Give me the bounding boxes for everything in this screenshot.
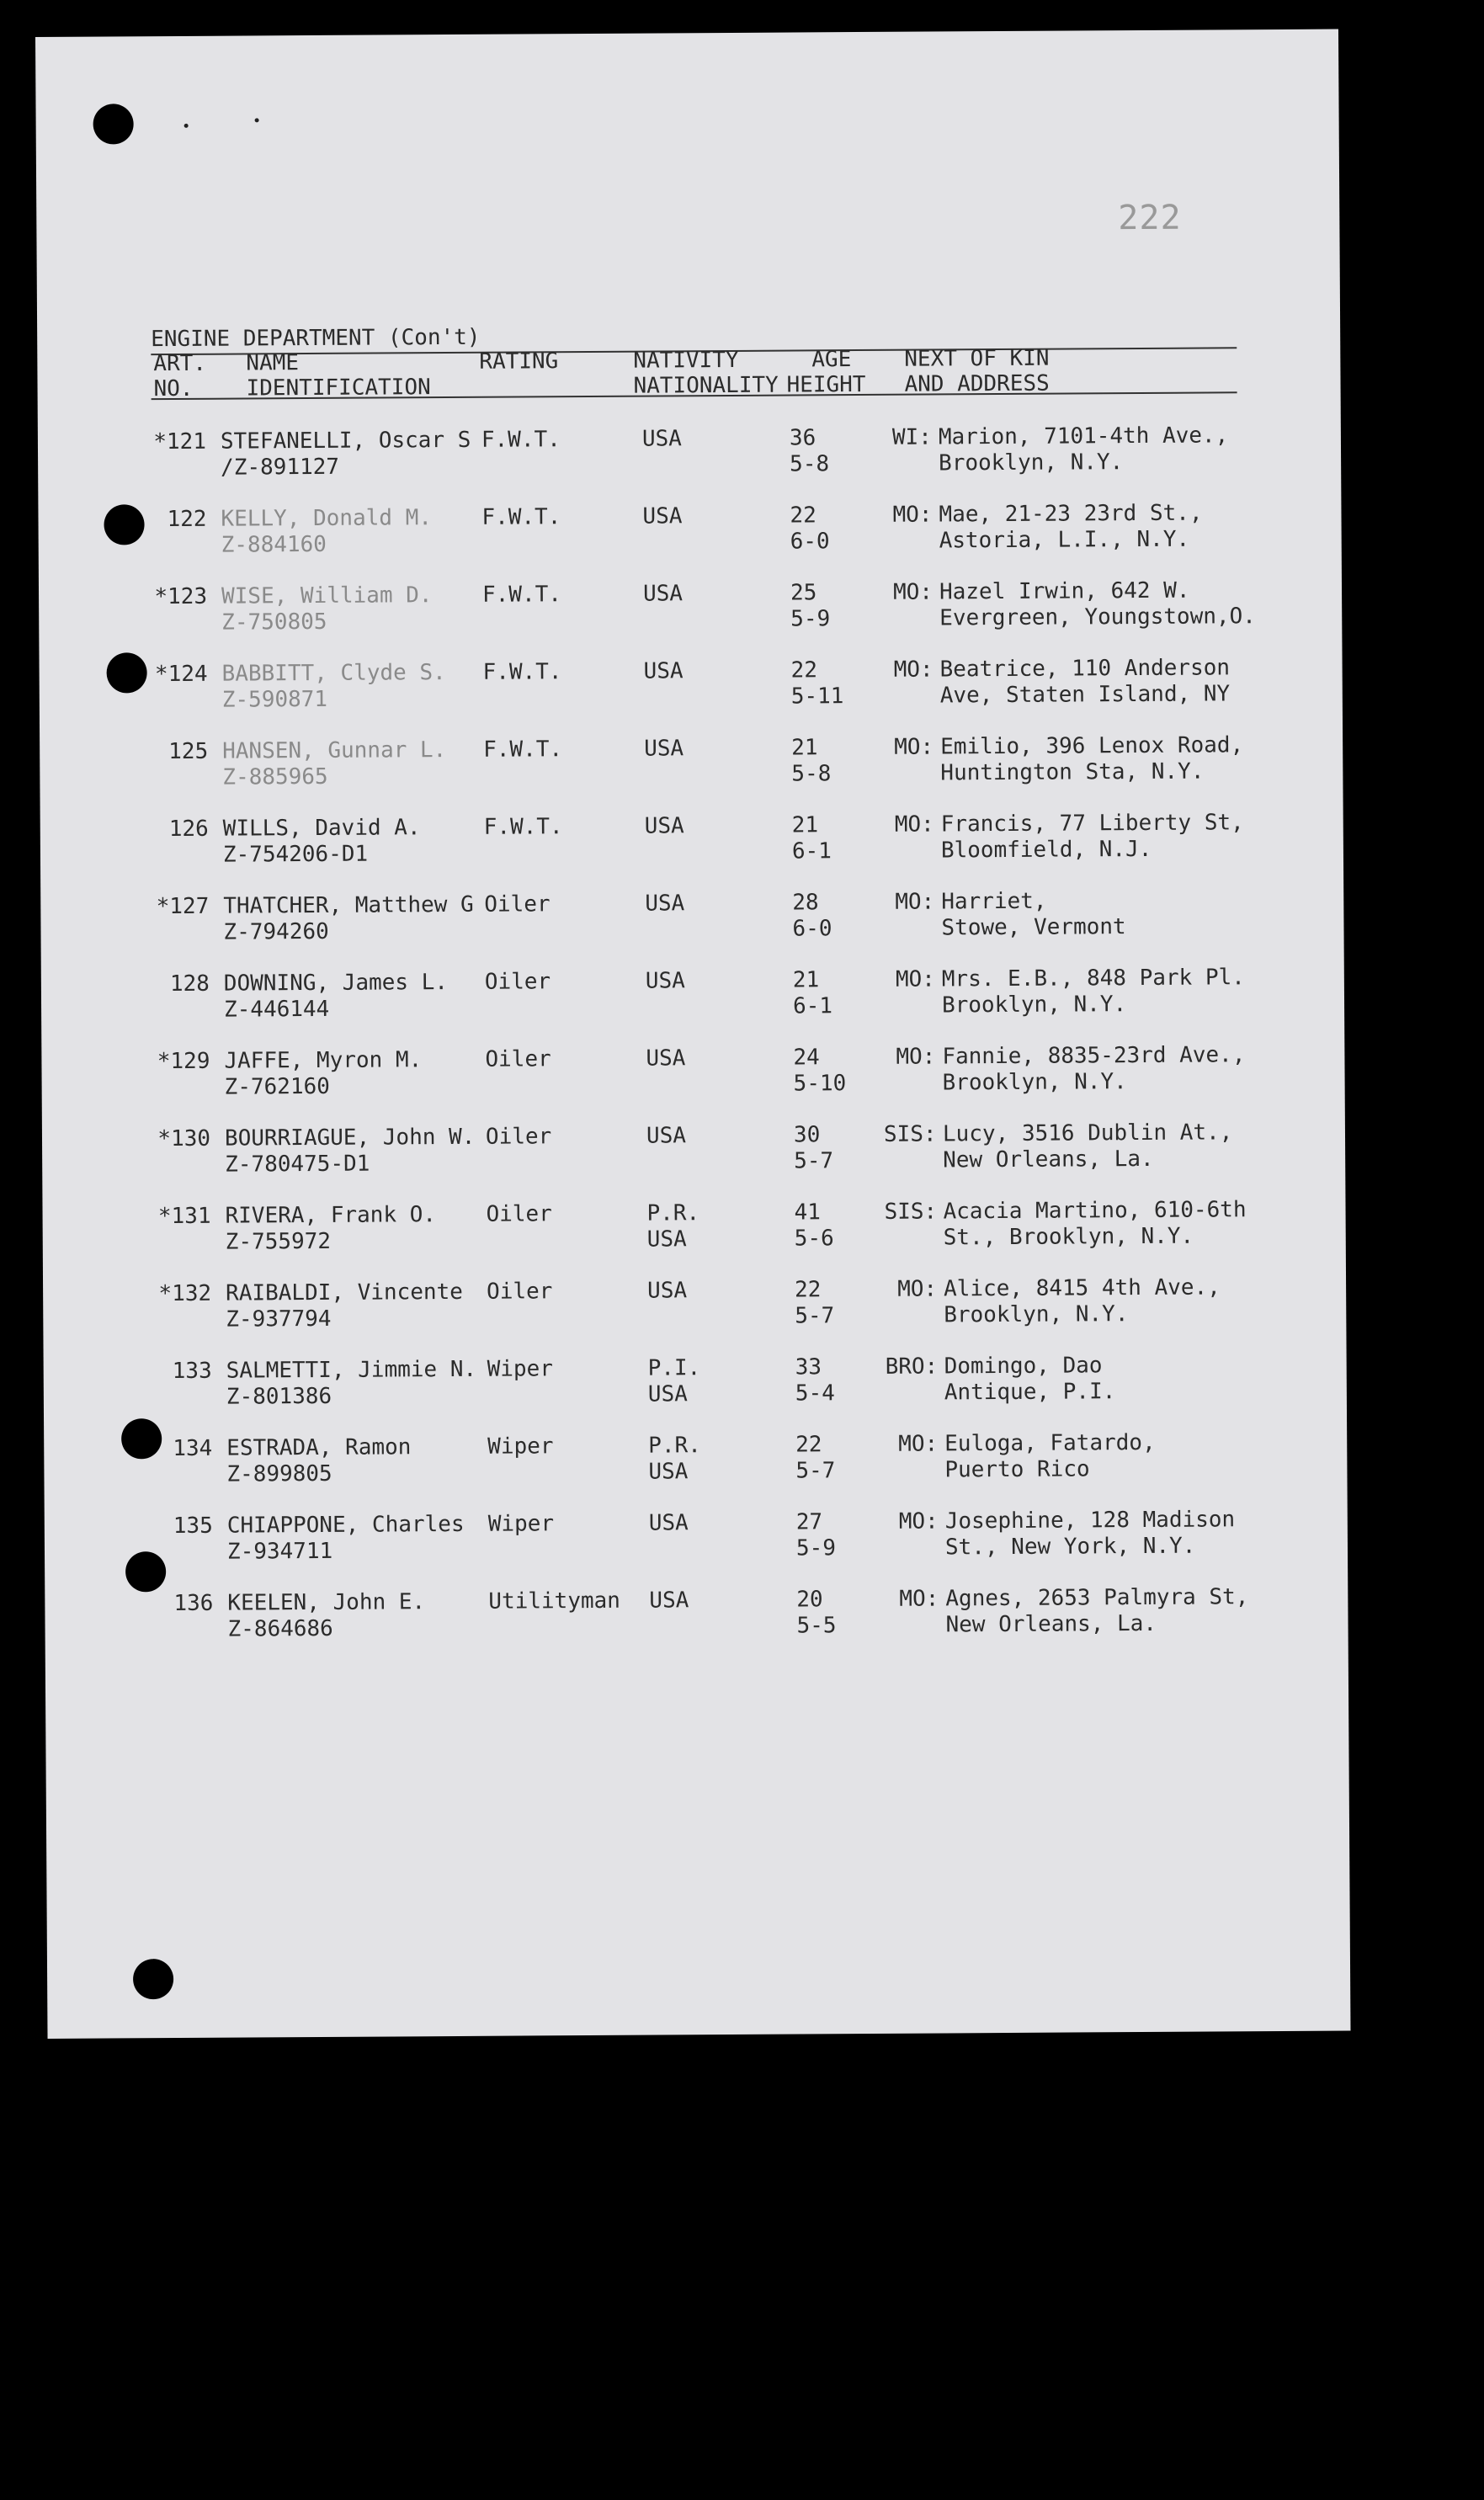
crew-id: Z-446144 [223,996,330,1023]
crew-rating: Oiler [487,1279,553,1305]
age: 22 [795,1432,822,1458]
crew-name: CHIAPPONE, Charles [226,1511,465,1539]
nativity: USA [642,503,683,529]
crew-row [45,1584,1348,1669]
crew-rating: F.W.T. [483,814,563,840]
crew-rating: Oiler [485,1046,551,1072]
nativity: USA [648,1510,689,1536]
age: 21 [792,967,820,993]
crew-id: Z-762160 [224,1073,330,1100]
age: 33 [795,1354,822,1380]
crew-name: RAIBALDI, Vincente [226,1279,463,1306]
header-rating: RATING [479,348,559,375]
nationality: USA [646,1226,687,1253]
header-next-of-kin: NEXT OF KIN AND ADDRESS [904,345,1050,397]
height: 6-0 [792,916,832,942]
relation: MO: [899,1586,939,1612]
crew-rating: Oiler [484,969,551,995]
crew-rating: F.W.T. [483,737,563,763]
nativity: USA [646,1045,686,1072]
crew-row [44,1429,1348,1514]
crew-id: /Z-891127 [221,454,340,481]
age: 21 [791,812,819,838]
relation: SIS: [883,1121,937,1147]
crew-id: Z-899805 [226,1460,332,1487]
crew-row [40,887,1344,972]
kin-name: Josephine, 128 Madison [944,1507,1236,1535]
crew-rating: Utilityman [488,1588,620,1614]
nationality: USA [648,1459,689,1485]
crew-rating: F.W.T. [481,582,562,608]
crew-id: Z-750805 [221,609,327,636]
nativity: P.R. [646,1200,700,1226]
art-number: 128 [169,971,210,997]
kin-name: Beatrice, 110 Anderson [939,655,1231,683]
crew-id: Z-864686 [227,1615,333,1642]
age: 24 [793,1045,820,1071]
kin-name: Alice, 8415 4th Ave., [944,1274,1221,1302]
height: 5-6 [794,1226,834,1252]
kin-name: Francis, 77 Liberty St, [940,810,1244,838]
crew-id: Z-794260 [223,918,329,945]
art-number: 133 [172,1358,212,1385]
height: 5-4 [795,1380,835,1407]
crew-row [38,500,1342,585]
crew-name: JAFFE, Myron M. [224,1047,423,1074]
kin-name: Mae, 21-23 23rd St., [939,500,1203,528]
kin-address: Brooklyn, N.Y. [939,449,1124,476]
crew-row [40,810,1344,895]
kin-address: St., Brooklyn, N.Y. [943,1223,1194,1251]
height: 5-11 [790,684,844,710]
header-nativity: NATIVITY NATIONALITY [633,347,779,399]
crew-row [40,732,1343,817]
crew-name: ESTRADA, Ramon [226,1434,412,1461]
art-number: *124 [154,661,208,688]
age: 20 [796,1587,823,1613]
crew-id: Z-934711 [226,1538,333,1565]
relation: MO: [895,966,935,992]
crew-row [43,1274,1347,1359]
nativity: USA [641,426,682,452]
nativity: USA [647,1278,688,1304]
kin-address: Evergreen, Youngstown,O. [939,604,1257,631]
kin-name: Hazel Irwin, 642 W. [939,577,1190,605]
kin-address: Brooklyn, N.Y. [944,1301,1129,1328]
relation: MO: [898,1508,939,1535]
punch-hole [133,1959,173,1999]
kin-name: Lucy, 3516 Dublin At., [942,1120,1233,1147]
relation: SIS: [884,1199,938,1225]
age: 22 [795,1277,822,1303]
height: 5-8 [790,451,830,477]
crew-id: Z-937794 [226,1306,332,1332]
crew-name: SALMETTI, Jimmie N. [226,1356,477,1384]
nativity: P.R. [648,1433,701,1459]
crew-name: RIVERA, Frank O. [225,1202,437,1229]
crew-name: STEFANELLI, Oscar S [220,427,471,455]
nativity: USA [644,736,684,762]
nativity: USA [649,1588,689,1614]
height: 5-8 [791,761,832,787]
kin-address: Brooklyn, N.Y. [941,992,1127,1019]
punch-hole [93,104,133,144]
height: 5-10 [793,1071,847,1097]
kin-address: Bloomfield, N.J. [940,836,1152,864]
height: 6-1 [791,838,832,864]
nativity: USA [643,658,683,684]
relation: MO: [898,1431,939,1457]
art-number: 136 [173,1590,214,1617]
crew-rating: Oiler [486,1201,552,1227]
height: 5-9 [790,606,831,632]
art-number: *127 [156,893,210,920]
kin-address: Ave, Staten Island, NY [939,681,1231,709]
relation: MO: [893,657,933,683]
height: 5-7 [795,1458,836,1484]
kin-address: Brooklyn, N.Y. [942,1069,1127,1096]
kin-address: Huntington Sta, N.Y. [940,758,1205,786]
art-number: *132 [158,1280,212,1307]
crew-name: KELLY, Donald M. [221,505,433,532]
nativity: USA [644,813,684,839]
crew-name: THATCHER, Matthew G [223,891,474,919]
crew-id: Z-780475-D1 [225,1151,370,1178]
art-number: *131 [157,1203,211,1230]
crew-id: Z-590871 [221,686,328,713]
header-name-id: NAME IDENTIFICATION [246,350,431,402]
kin-name: Acacia Martino, 610-6th [943,1197,1247,1225]
crew-row [42,1120,1346,1205]
crew-rating: Wiper [487,1356,554,1382]
art-number: 135 [173,1513,213,1540]
art-number: 126 [168,816,209,843]
relation: BRO: [885,1354,939,1380]
crew-rating: F.W.T. [482,659,562,685]
crew-row [38,423,1342,508]
age: 21 [791,735,818,761]
height: 5-5 [796,1613,837,1639]
relation: MO: [894,811,934,838]
crew-id: Z-884160 [221,531,327,558]
relation: MO: [895,889,935,915]
crew-name: WILLS, David A. [222,815,421,842]
kin-address: Stowe, Vermont [941,914,1126,941]
header-age-height: AGE HEIGHT [786,347,866,398]
ink-speck [255,118,259,122]
relation: MO: [897,1276,938,1302]
header-art-no: ART. NO. [153,350,207,402]
height: 5-7 [795,1303,835,1329]
kin-address: New Orleans, La. [943,1146,1154,1173]
art-number: *129 [157,1048,210,1075]
nativity: P.I. [647,1355,701,1381]
nativity: USA [642,581,683,607]
kin-name: Marion, 7101-4th Ave., [938,423,1229,450]
crew-id: Z-755972 [225,1228,332,1255]
relation: MO: [896,1044,936,1070]
crew-name: BOURRIAGUE, John W. [224,1124,476,1152]
crew-rating: F.W.T. [481,504,561,530]
page-number: 222 [1118,198,1182,238]
art-number: 125 [168,738,209,765]
crew-row [40,655,1343,740]
relation: MO: [892,579,933,605]
kin-name: Harriet, [941,888,1047,915]
crew-id: Z-885965 [222,763,328,790]
kin-address: New Orleans, La. [945,1610,1157,1638]
kin-name: Mrs. E.B., 848 Park Pl. [941,965,1245,992]
crew-id: Z-801386 [226,1383,332,1410]
nationality: USA [647,1381,688,1407]
art-number: 122 [167,506,207,533]
height: 5-7 [794,1148,834,1174]
kin-address: Antique, P.I. [944,1379,1116,1406]
crew-name: WISE, William D. [221,582,433,609]
age: 30 [793,1122,821,1148]
crew-row [41,1042,1345,1127]
relation: MO: [892,502,933,528]
crew-rating: Oiler [484,891,551,918]
crew-name: DOWNING, James L. [223,970,449,997]
document-page [35,29,1350,2039]
kin-address: Astoria, L.I., N.Y. [939,526,1190,554]
age: 36 [789,425,816,451]
nativity: USA [645,968,685,994]
crew-row [39,577,1343,662]
art-number: 134 [173,1435,213,1462]
crew-rating: Oiler [485,1124,552,1150]
art-number: *130 [157,1125,211,1152]
kin-address: Puerto Rico [944,1456,1090,1483]
crew-row [41,965,1345,1050]
age: 41 [794,1199,821,1226]
crew-rating: F.W.T. [481,427,561,453]
kin-name: Euloga, Fatardo, [944,1429,1156,1457]
height: 6-0 [790,529,830,555]
crew-row [45,1507,1348,1592]
kin-name: Agnes, 2653 Palmyra St, [945,1584,1249,1612]
kin-name: Emilio, 396 Lenox Road, [940,732,1244,760]
age: 27 [795,1509,823,1535]
art-number: *123 [154,583,208,610]
crew-rating: Wiper [487,1434,554,1460]
crew-name: KEELEN, John E. [227,1589,426,1616]
crew-name: HANSEN, Gunnar L. [222,737,447,764]
section-title: ENGINE DEPARTMENT (Con't) [151,320,1237,355]
kin-address: St., New York, N.Y. [944,1533,1196,1561]
crew-rating: Wiper [487,1511,555,1537]
ink-speck [184,124,189,128]
nativity: USA [646,1123,687,1149]
height: 5-9 [795,1535,837,1561]
art-number: *121 [153,428,207,455]
age: 22 [790,503,816,529]
age: 25 [790,580,817,606]
age: 22 [790,657,818,684]
crew-row [44,1352,1348,1437]
crew-id: Z-754206-D1 [222,841,369,868]
kin-name: Fannie, 8835-23rd Ave., [942,1042,1246,1070]
relation: MO: [894,734,934,760]
relation: WI: [891,424,933,450]
kin-name: Domingo, Dao [944,1353,1103,1380]
crew-name: BABBITT, Clyde S. [221,660,446,687]
height: 6-1 [792,993,833,1019]
crew-row [42,1197,1346,1282]
age: 28 [792,890,819,916]
nativity: USA [645,891,685,917]
